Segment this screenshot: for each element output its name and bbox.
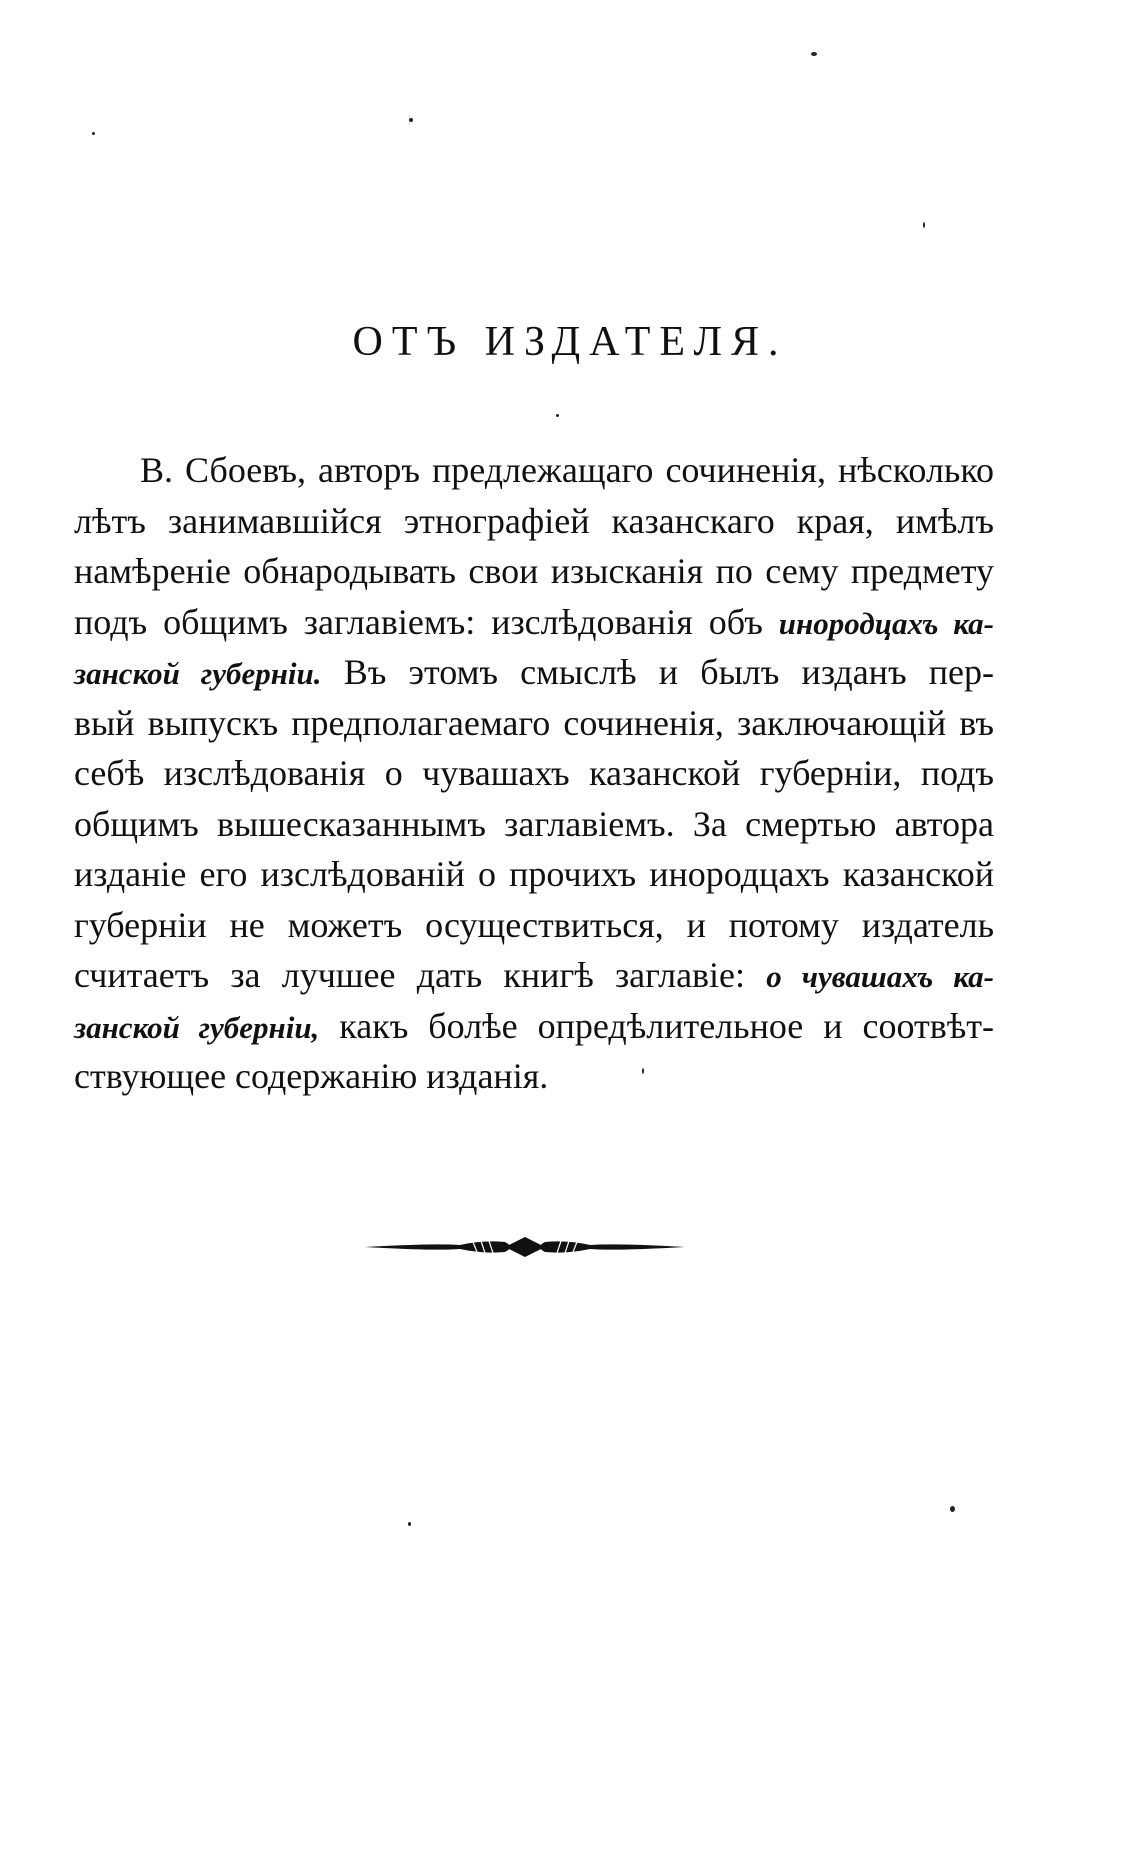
text-line (74, 445, 994, 496)
publisher-note-paragraph (74, 445, 994, 1102)
scan-speck (408, 1522, 411, 1526)
decorative-divider (365, 1232, 685, 1262)
text-line (74, 647, 994, 698)
text-fragment: себѣ изслѣдованія о чувашахъ казанской губерніи, подъ (74, 753, 994, 793)
page-heading: ОТЪ ИЗДАТЕЛЯ. (352, 319, 788, 365)
text-fragment: губерніи не можетъ осуществиться, и потому издатель (74, 904, 994, 945)
italic-title-fragment: занской губерніи, (74, 1009, 320, 1045)
italic-title-fragment: занской губерніи. (74, 656, 322, 691)
text-fragment: изданіе его изслѣдованій о прочихъ инородцахъ казанской (74, 854, 994, 894)
text-fragment: считаетъ за лучшее дать книгѣ заглавіе: (74, 955, 767, 995)
text-fragment: намѣреніе обнародывать свои изысканія по сему предмету (74, 551, 994, 591)
text-line (74, 748, 994, 799)
scan-speck (409, 118, 413, 122)
text-fragment: ствующее содержанію изданія. (74, 1056, 549, 1096)
text-line (74, 849, 994, 900)
text-line (74, 546, 994, 597)
text-line (74, 799, 994, 850)
text-line (74, 950, 994, 1001)
scan-speck (556, 414, 559, 417)
text-fragment: вый выпускъ предполагаемаго сочиненія, заключающій въ (74, 702, 994, 743)
scan-speck (92, 132, 95, 135)
scan-speck (950, 1506, 955, 1512)
text-fragment: В. Сбоевъ, авторъ предлежащаго сочиненія, нѣсколько (140, 450, 994, 490)
text-line (74, 900, 994, 951)
italic-title-fragment: инородцахъ ка- (778, 605, 994, 641)
text-line (74, 1001, 994, 1052)
text-line (74, 1051, 994, 1102)
text-fragment: какъ болѣе опредѣлительное и соотвѣт- (319, 1005, 994, 1046)
text-line (74, 597, 994, 648)
text-line (74, 496, 994, 547)
text-line (74, 698, 994, 749)
text-fragment: общимъ вышесказаннымъ заглавіемъ. За смертью автора (74, 803, 994, 844)
text-fragment: Въ этомъ смыслѣ и былъ изданъ пер- (321, 652, 994, 692)
italic-title-fragment: о чувашахъ ка- (766, 959, 994, 994)
text-fragment: лѣтъ занимавшійся этнографіей казанскаго края, имѣлъ (74, 500, 994, 541)
scan-speck (811, 52, 817, 56)
text-fragment: подъ общимъ заглавіемъ: изслѣдованія объ (74, 601, 779, 642)
scan-speck (923, 222, 925, 228)
